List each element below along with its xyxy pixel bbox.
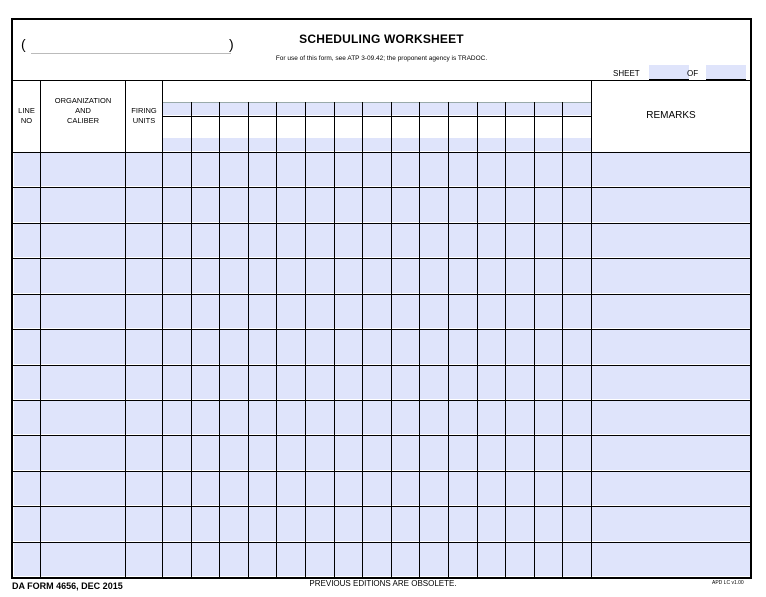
- time-cell[interactable]: [363, 153, 391, 186]
- time-cell[interactable]: [277, 366, 305, 399]
- time-cell[interactable]: [335, 472, 362, 505]
- time-cell[interactable]: [192, 543, 219, 576]
- column-divider: [276, 102, 277, 577]
- organization-cell[interactable]: [41, 153, 125, 186]
- time-cell[interactable]: [449, 366, 477, 399]
- column-divider: [391, 102, 392, 577]
- obsolete-note: PREVIOUS EDITIONS ARE OBSOLETE.: [309, 579, 457, 588]
- time-cell[interactable]: [506, 436, 534, 470]
- time-cell[interactable]: [249, 401, 276, 434]
- column-divider: [534, 102, 535, 577]
- line-no-cell[interactable]: [14, 295, 40, 328]
- time-cell[interactable]: [478, 295, 505, 328]
- form-frame: [11, 18, 752, 579]
- time-cell[interactable]: [220, 366, 248, 399]
- time-header-top-field[interactable]: [506, 102, 534, 115]
- time-cell[interactable]: [335, 436, 362, 470]
- time-cell[interactable]: [506, 366, 534, 399]
- time-cell[interactable]: [335, 259, 362, 293]
- remarks-cell[interactable]: [592, 436, 750, 470]
- time-cell[interactable]: [535, 224, 562, 257]
- time-cell[interactable]: [335, 295, 362, 328]
- time-cell[interactable]: [306, 366, 334, 399]
- time-cell[interactable]: [420, 436, 448, 470]
- time-cell[interactable]: [192, 401, 219, 434]
- remarks-cell[interactable]: [592, 224, 750, 257]
- organization-cell[interactable]: [41, 330, 125, 364]
- remarks-header: REMARKS: [646, 110, 696, 121]
- time-cell[interactable]: [363, 472, 391, 505]
- time-header-top-field[interactable]: [363, 102, 391, 115]
- time-header-top-field[interactable]: [392, 102, 419, 115]
- time-cell[interactable]: [306, 330, 334, 364]
- time-cell[interactable]: [449, 543, 477, 576]
- time-cell[interactable]: [449, 401, 477, 434]
- firing-units-cell[interactable]: [126, 543, 162, 576]
- time-cell[interactable]: [249, 472, 276, 505]
- time-cell[interactable]: [563, 472, 591, 505]
- time-cell[interactable]: [277, 153, 305, 186]
- column-divider: [591, 80, 592, 577]
- firing-units-cell[interactable]: [126, 153, 162, 186]
- time-cell[interactable]: [563, 153, 591, 186]
- time-cell[interactable]: [163, 224, 191, 257]
- time-cell[interactable]: [449, 507, 477, 541]
- time-cell[interactable]: [220, 330, 248, 364]
- time-header-top-field[interactable]: [535, 102, 562, 115]
- remarks-cell[interactable]: [592, 295, 750, 328]
- time-cell[interactable]: [363, 188, 391, 222]
- row-divider: [13, 577, 750, 578]
- time-cell[interactable]: [506, 543, 534, 576]
- time-cell[interactable]: [563, 224, 591, 257]
- time-cell[interactable]: [192, 472, 219, 505]
- time-cell[interactable]: [449, 295, 477, 328]
- time-cell[interactable]: [163, 472, 191, 505]
- time-cell[interactable]: [506, 295, 534, 328]
- time-cell[interactable]: [478, 259, 505, 293]
- time-cell[interactable]: [420, 366, 448, 399]
- time-cell[interactable]: [277, 507, 305, 541]
- time-header-bottom-field[interactable]: [220, 138, 248, 151]
- organization-header: ORGANIZATION AND CALIBER: [54, 96, 112, 125]
- time-cell[interactable]: [335, 153, 362, 186]
- time-cell[interactable]: [506, 330, 534, 364]
- time-cell[interactable]: [163, 330, 191, 364]
- line-no-cell[interactable]: [14, 436, 40, 470]
- organization-cell[interactable]: [41, 259, 125, 293]
- time-cell[interactable]: [220, 543, 248, 576]
- time-cell[interactable]: [478, 436, 505, 470]
- time-header-bottom-field[interactable]: [392, 138, 419, 151]
- time-cell[interactable]: [363, 224, 391, 257]
- time-cell[interactable]: [306, 436, 334, 470]
- time-cell[interactable]: [220, 295, 248, 328]
- time-cell[interactable]: [392, 401, 419, 434]
- time-cell[interactable]: [563, 507, 591, 541]
- designation-open-paren: (: [21, 36, 26, 52]
- time-cell[interactable]: [535, 366, 562, 399]
- time-cell[interactable]: [249, 436, 276, 470]
- time-cell[interactable]: [535, 259, 562, 293]
- time-cell[interactable]: [363, 330, 391, 364]
- time-cell[interactable]: [563, 295, 591, 328]
- time-cell[interactable]: [392, 295, 419, 328]
- time-cell[interactable]: [306, 153, 334, 186]
- time-cell[interactable]: [478, 224, 505, 257]
- time-cell[interactable]: [420, 472, 448, 505]
- time-cell[interactable]: [277, 295, 305, 328]
- time-cell[interactable]: [163, 153, 191, 186]
- time-cell[interactable]: [392, 224, 419, 257]
- time-cell[interactable]: [249, 507, 276, 541]
- time-cell[interactable]: [449, 224, 477, 257]
- time-header-bottom-field[interactable]: [163, 138, 191, 151]
- firing-units-header: FIRING UNITS: [131, 106, 157, 125]
- form-title: SCHEDULING WORKSHEET: [299, 32, 464, 46]
- remarks-cell[interactable]: [592, 259, 750, 293]
- time-cell[interactable]: [535, 472, 562, 505]
- remarks-cell[interactable]: [592, 543, 750, 576]
- line-no-cell[interactable]: [14, 543, 40, 576]
- column-divider: [362, 102, 363, 577]
- time-cell[interactable]: [363, 295, 391, 328]
- line-no-cell[interactable]: [14, 366, 40, 399]
- organization-cell[interactable]: [41, 401, 125, 434]
- column-divider: [505, 102, 506, 577]
- time-cell[interactable]: [506, 153, 534, 186]
- time-cell[interactable]: [306, 259, 334, 293]
- time-cell[interactable]: [277, 224, 305, 257]
- time-cell[interactable]: [449, 330, 477, 364]
- line-no-cell[interactable]: [14, 472, 40, 505]
- time-cell[interactable]: [363, 507, 391, 541]
- column-divider: [219, 102, 220, 577]
- time-cell[interactable]: [563, 436, 591, 470]
- time-header-top-field[interactable]: [220, 102, 248, 115]
- time-header-bottom-field[interactable]: [449, 138, 477, 151]
- time-cell[interactable]: [506, 188, 534, 222]
- time-cell[interactable]: [392, 472, 419, 505]
- firing-units-cell[interactable]: [126, 188, 162, 222]
- remarks-cell[interactable]: [592, 401, 750, 434]
- time-cell[interactable]: [563, 366, 591, 399]
- column-divider: [419, 102, 420, 577]
- time-cell[interactable]: [449, 188, 477, 222]
- time-cell[interactable]: [192, 153, 219, 186]
- line-no-cell[interactable]: [14, 330, 40, 364]
- time-cell[interactable]: [163, 259, 191, 293]
- column-divider: [191, 102, 192, 577]
- time-cell[interactable]: [420, 259, 448, 293]
- time-cell[interactable]: [220, 507, 248, 541]
- time-header-top-field[interactable]: [478, 102, 505, 115]
- column-divider: [248, 102, 249, 577]
- time-cell[interactable]: [306, 224, 334, 257]
- time-header-bottom-field[interactable]: [306, 138, 334, 151]
- time-cell[interactable]: [306, 401, 334, 434]
- time-header-bottom-field[interactable]: [277, 138, 305, 151]
- time-cell[interactable]: [478, 366, 505, 399]
- line-no-cell[interactable]: [14, 507, 40, 541]
- organization-cell[interactable]: [41, 295, 125, 328]
- time-cell[interactable]: [392, 330, 419, 364]
- time-cell[interactable]: [249, 153, 276, 186]
- organization-cell[interactable]: [41, 188, 125, 222]
- organization-cell[interactable]: [41, 507, 125, 541]
- time-cell[interactable]: [363, 366, 391, 399]
- time-cell[interactable]: [478, 507, 505, 541]
- time-cell[interactable]: [506, 401, 534, 434]
- firing-units-cell[interactable]: [126, 224, 162, 257]
- time-cell[interactable]: [277, 330, 305, 364]
- remarks-cell[interactable]: [592, 507, 750, 541]
- form-subtitle: For use of this form, see ATP 3-09.42; the proponent agency is TRADOC.: [275, 55, 488, 62]
- remarks-cell[interactable]: [592, 330, 750, 364]
- time-cell[interactable]: [277, 472, 305, 505]
- time-header-top-field[interactable]: [277, 102, 305, 115]
- time-cell[interactable]: [420, 543, 448, 576]
- time-cell[interactable]: [335, 401, 362, 434]
- time-cell[interactable]: [335, 224, 362, 257]
- time-cell[interactable]: [249, 543, 276, 576]
- time-header-top-field[interactable]: [449, 102, 477, 115]
- time-cell[interactable]: [192, 507, 219, 541]
- time-cell[interactable]: [535, 188, 562, 222]
- remarks-cell[interactable]: [592, 472, 750, 505]
- organization-cell[interactable]: [41, 366, 125, 399]
- time-cell[interactable]: [249, 330, 276, 364]
- time-cell[interactable]: [506, 259, 534, 293]
- time-cell[interactable]: [249, 259, 276, 293]
- column-divider: [562, 102, 563, 577]
- time-cell[interactable]: [249, 366, 276, 399]
- time-cell[interactable]: [478, 543, 505, 576]
- time-cell[interactable]: [306, 295, 334, 328]
- time-cell[interactable]: [163, 188, 191, 222]
- organization-cell[interactable]: [41, 472, 125, 505]
- version-label: APD LC v1.00: [712, 580, 744, 586]
- time-cell[interactable]: [478, 330, 505, 364]
- time-cell[interactable]: [563, 188, 591, 222]
- time-cell[interactable]: [363, 259, 391, 293]
- time-cell[interactable]: [249, 224, 276, 257]
- time-cell[interactable]: [192, 224, 219, 257]
- time-cell[interactable]: [306, 472, 334, 505]
- column-divider: [40, 80, 41, 577]
- column-divider: [125, 80, 126, 577]
- time-cell[interactable]: [563, 543, 591, 576]
- time-cell[interactable]: [163, 436, 191, 470]
- firing-units-cell[interactable]: [126, 507, 162, 541]
- of-label: OF: [687, 69, 699, 78]
- time-header-top-field[interactable]: [335, 102, 362, 115]
- time-header-top-field[interactable]: [563, 102, 591, 115]
- time-header-top-field[interactable]: [306, 102, 334, 115]
- line-no-cell[interactable]: [14, 259, 40, 293]
- time-cell[interactable]: [163, 295, 191, 328]
- column-divider: [448, 102, 449, 577]
- sheet-label: SHEET: [613, 69, 640, 78]
- time-cell[interactable]: [563, 259, 591, 293]
- line-no-cell[interactable]: [14, 224, 40, 257]
- time-header-top-field[interactable]: [163, 102, 191, 115]
- time-cell[interactable]: [192, 366, 219, 399]
- time-cell[interactable]: [192, 436, 219, 470]
- time-cell[interactable]: [220, 259, 248, 293]
- time-cell[interactable]: [392, 259, 419, 293]
- time-header-top-field[interactable]: [192, 102, 219, 115]
- time-cell[interactable]: [563, 401, 591, 434]
- time-cell[interactable]: [249, 188, 276, 222]
- sheet-total-field[interactable]: [706, 65, 746, 80]
- time-cell[interactable]: [478, 188, 505, 222]
- time-cell[interactable]: [163, 543, 191, 576]
- time-cell[interactable]: [306, 507, 334, 541]
- time-cell[interactable]: [306, 188, 334, 222]
- time-cell[interactable]: [478, 401, 505, 434]
- line-no-header: LINE NO: [18, 106, 35, 125]
- time-cell[interactable]: [392, 366, 419, 399]
- time-header-bottom-field[interactable]: [478, 138, 505, 151]
- time-cell[interactable]: [220, 436, 248, 470]
- time-cell[interactable]: [335, 188, 362, 222]
- time-header-bottom-field[interactable]: [192, 138, 219, 151]
- time-cell[interactable]: [192, 259, 219, 293]
- time-cell[interactable]: [535, 543, 562, 576]
- time-cell[interactable]: [335, 507, 362, 541]
- time-cell[interactable]: [335, 543, 362, 576]
- time-cell[interactable]: [220, 401, 248, 434]
- time-cell[interactable]: [392, 543, 419, 576]
- time-cell[interactable]: [420, 153, 448, 186]
- time-header-bottom-field[interactable]: [249, 138, 276, 151]
- firing-units-cell[interactable]: [126, 401, 162, 434]
- time-cell[interactable]: [306, 543, 334, 576]
- time-header-top-field[interactable]: [420, 102, 448, 115]
- firing-units-divider: [162, 80, 163, 577]
- time-cell[interactable]: [535, 401, 562, 434]
- firing-units-cell[interactable]: [126, 366, 162, 399]
- time-cell[interactable]: [420, 188, 448, 222]
- time-cell[interactable]: [392, 507, 419, 541]
- firing-units-cell[interactable]: [126, 472, 162, 505]
- time-cell[interactable]: [192, 295, 219, 328]
- time-cell[interactable]: [220, 188, 248, 222]
- time-cell[interactable]: [192, 188, 219, 222]
- line-no-cell[interactable]: [14, 401, 40, 434]
- time-header-bottom-field[interactable]: [363, 138, 391, 151]
- firing-units-cell[interactable]: [126, 295, 162, 328]
- column-divider: [334, 102, 335, 577]
- time-cell[interactable]: [277, 259, 305, 293]
- time-header-bottom-field[interactable]: [563, 138, 591, 151]
- time-cell[interactable]: [192, 330, 219, 364]
- column-divider: [477, 102, 478, 577]
- time-cell[interactable]: [163, 507, 191, 541]
- line-no-cell[interactable]: [14, 153, 40, 186]
- time-cell[interactable]: [363, 401, 391, 434]
- time-cell[interactable]: [335, 366, 362, 399]
- time-cell[interactable]: [277, 543, 305, 576]
- time-cell[interactable]: [535, 295, 562, 328]
- line-no-cell[interactable]: [14, 188, 40, 222]
- remarks-cell[interactable]: [592, 153, 750, 186]
- time-cell[interactable]: [420, 507, 448, 541]
- time-cell[interactable]: [535, 153, 562, 186]
- designation-close-paren: ): [229, 36, 234, 52]
- time-cell[interactable]: [392, 153, 419, 186]
- time-cell[interactable]: [506, 472, 534, 505]
- body-top-line: [13, 152, 750, 153]
- organization-cell[interactable]: [41, 436, 125, 470]
- time-cell[interactable]: [249, 295, 276, 328]
- time-header-bottom-field[interactable]: [506, 138, 534, 151]
- time-header-top-edge: [162, 102, 591, 103]
- firing-units-cell[interactable]: [126, 330, 162, 364]
- time-cell[interactable]: [478, 472, 505, 505]
- time-cell[interactable]: [220, 472, 248, 505]
- time-cell[interactable]: [363, 436, 391, 470]
- time-cell[interactable]: [363, 543, 391, 576]
- time-cell[interactable]: [277, 436, 305, 470]
- time-cell[interactable]: [392, 188, 419, 222]
- time-header-bottom-field[interactable]: [335, 138, 362, 151]
- time-cell[interactable]: [163, 366, 191, 399]
- column-divider: [305, 102, 306, 577]
- firing-units-cell[interactable]: [126, 436, 162, 470]
- sheet-number-field[interactable]: [649, 65, 689, 80]
- time-cell[interactable]: [277, 188, 305, 222]
- time-cell[interactable]: [563, 330, 591, 364]
- remarks-cell[interactable]: [592, 366, 750, 399]
- time-cell[interactable]: [449, 472, 477, 505]
- time-cell[interactable]: [506, 224, 534, 257]
- time-cell[interactable]: [335, 330, 362, 364]
- time-cell[interactable]: [478, 153, 505, 186]
- time-cell[interactable]: [420, 401, 448, 434]
- time-cell[interactable]: [220, 224, 248, 257]
- time-cell[interactable]: [220, 153, 248, 186]
- time-cell[interactable]: [392, 436, 419, 470]
- time-cell[interactable]: [163, 401, 191, 434]
- time-cell[interactable]: [420, 224, 448, 257]
- organization-cell[interactable]: [41, 224, 125, 257]
- time-cell[interactable]: [449, 259, 477, 293]
- time-header-bottom-field[interactable]: [535, 138, 562, 151]
- form-id: DA FORM 4656, DEC 2015: [12, 581, 123, 591]
- organization-cell[interactable]: [41, 543, 125, 576]
- time-cell[interactable]: [506, 507, 534, 541]
- remarks-cell[interactable]: [592, 188, 750, 222]
- time-cell[interactable]: [535, 330, 562, 364]
- time-header-top-field[interactable]: [249, 102, 276, 115]
- time-cell[interactable]: [420, 295, 448, 328]
- time-cell[interactable]: [449, 436, 477, 470]
- time-cell[interactable]: [277, 401, 305, 434]
- time-cell[interactable]: [449, 153, 477, 186]
- time-cell[interactable]: [535, 507, 562, 541]
- time-header-bottom-field[interactable]: [420, 138, 448, 151]
- firing-units-cell[interactable]: [126, 259, 162, 293]
- time-cell[interactable]: [535, 436, 562, 470]
- time-header-divider: [162, 116, 591, 117]
- time-cell[interactable]: [420, 330, 448, 364]
